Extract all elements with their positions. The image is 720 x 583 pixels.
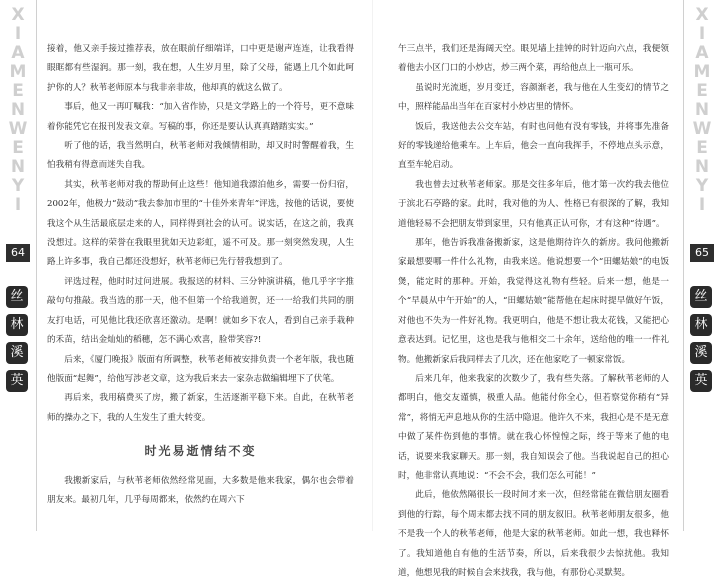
side-title-letter: N <box>10 157 26 177</box>
side-title-letter: Y <box>11 176 25 196</box>
stamp-char: 丝 <box>690 286 712 308</box>
paragraph: 再后来，我用稿费买了房，搬了新家，生活逐渐平稳下来。自此，在秋苇老师的操办之下，我的人生发生了重大转变。 <box>47 393 354 423</box>
stamp-char: 林 <box>690 314 712 336</box>
stamp-column-right <box>690 286 714 398</box>
stamp-char: 英 <box>6 370 28 392</box>
left-page-text <box>47 40 354 510</box>
paragraph: 后来几年，他来我家的次数少了，我有些失落。了解秋苇老师的人都明白，他交友谨慎，极重人品。他能付你全心，但若察觉你稍有“异常”，将悄无声息地从你的生活中隐退。他许久不来，我担心是不是无意中做了某件伤到他的事情。就在我心怀惶惶之际，终于等来了他的电话，说要来我家聊天。那一刻，我自知误会了他。当我说起自己的担心时，他非常认真地说：“不会不会，我们怎么可能！” <box>398 373 669 481</box>
stamp-char: 英 <box>690 370 712 392</box>
side-title-letter: E <box>696 138 708 158</box>
paragraph: 那年，他告诉我准备搬新家，这是他期待许久的新房。我问他搬新家最想要哪一件什么礼物，由我来送。他说想要一个“田螺姑娘”的电饭煲，能定时的那种。开始，我觉得这礼物有些轻。后来一想，他是一个“早晨从中午开始”的人，“田螺姑娘”能帮他在起床时提早做好午饭，对他也不失为一件好礼物。我更明白，他是不想让我太花钱，又能把心意表达到。记忆里，这也是我与他相交二十余年，送给他的唯一一件礼物。他搬新家后我同样去了几次，还在他家吃了一顿家常饭。 <box>398 238 669 365</box>
side-title-letter: W <box>8 119 28 139</box>
stamp-char: 溪 <box>6 342 28 364</box>
paragraph: 我搬新家后，与秋苇老师依然经常见面，大多数是他来我家，偶尔也会带着朋友来。最初几年，几乎每周都来，依然约在周六下 <box>47 475 354 505</box>
paragraph: 听了他的话，我当然明白，秋苇老师对我倾情相助，却又时时警醒着我，生怕我稍有得意而迷失自我。 <box>47 141 354 171</box>
page-number-left: 64 <box>6 244 30 262</box>
side-title-letter: N <box>694 100 710 120</box>
side-title-letter: Y <box>695 176 709 196</box>
gutter <box>372 0 373 531</box>
side-title-left <box>0 6 36 215</box>
side-title-letter: I <box>14 195 22 215</box>
side-title-letter: A <box>695 43 709 63</box>
stamp-char: 溪 <box>690 342 712 364</box>
right-page-text <box>398 40 669 583</box>
stamp-column-left <box>6 286 30 398</box>
side-title-letter: E <box>12 81 24 101</box>
paragraph: 事后，他又一再叮嘱我：“加入省作协，只是文学路上的一个符号，更不意味着你能凭它在报刊发表文章。写稿的事，你还是要认认真真踏踏实实。” <box>47 102 354 132</box>
side-title-letter: I <box>698 195 706 215</box>
paragraph: 此后，他依然隔很长一段时间才来一次，但经常能在微信朋友圈看到他的行踪，每个周末都去找不同的朋友叙旧。秋苇老师朋友很多，他不是我一个人的秋苇老师，他是大家的秋苇老师。如此一想，我也释怀了。我知道他自有他的生活节奏，所以，后来我很少去惊扰他。我知道，他想见我的时候自会来找我，我与他，有那份心灵默契。 <box>398 490 669 578</box>
paragraph: 后来，《厦门晚报》版面有所调整，秋苇老师被安排负责一个老年版，我也随他版面“起舞”，给他写涉老文章，这为我后来去一家杂志做编辑埋下了伏笔。 <box>47 354 354 384</box>
side-title-letter: I <box>698 24 706 44</box>
paragraph: 其实，秋苇老师对我的帮助何止这些！他知道我漂泊他乡，需要一份归宿，2002年，他极力“鼓动”我去参加市里的“十佳外来青年”评选，按他的话说，要使我这个从生活最底层走来的人，同样得到社会的认可。说实话，在这之前，我真没想过。这样的荣誉在我眼里犹如天边彩虹，遥不可及。那一刻突然发现，人生路上许多事，我自己都还没想好，秋苇老师已先行替我想到了。 <box>47 179 354 268</box>
side-title-letter: N <box>694 157 710 177</box>
side-title-letter: X <box>11 5 25 25</box>
paragraph: 评选过程，他时时过问进展。我报送的材料、三分钟演讲稿，他几乎字字推敲句句推敲。我当选的那一天，他不但第一个给我道贺，还一一给我们共同的朋友打电话，可见他比我还欣喜还激动。是啊！就如乡下农人，看到自己亲手栽种的禾苗，结出金灿灿的稻穗，怎不满心欢喜，脸带笑容?! <box>47 276 354 346</box>
paragraph: 接着，他又亲手接过推荐表，放在眼前仔细端详，口中更是谢声连连，让我看得眼眶都有些湿润。那一刻，我在想，人生岁月里，除了父母，能遇上几个如此呵护你的人？秋苇老师原本与我非亲非故，他却真的就这么做了。 <box>47 44 354 93</box>
side-title-letter: W <box>692 119 712 139</box>
page-number-right: 65 <box>690 244 714 262</box>
paragraph: 我也曾去过秋苇老师家。那是交往多年后，他才第一次约我去他位于滨北石亭路的家。此时，我对他的为人、性格已有很深的了解，我知道他轻易不会把朋友带到家里，只有他真正认可你，才有这种“待遇”。 <box>398 179 669 229</box>
paragraph: 饭后，我送他去公交车站，有时也问他有没有零钱，并将事先准备好的零钱递给他乘车。上车后，他会一直向我挥手，不停地点头示意，直至车轮启动。 <box>398 121 669 171</box>
stamp-char: 丝 <box>6 286 28 308</box>
side-title-letter: M <box>693 62 711 82</box>
right-side-band <box>683 0 720 531</box>
side-title-letter: I <box>14 24 22 44</box>
stamp-char: 林 <box>6 314 28 336</box>
side-title-letter: E <box>696 81 708 101</box>
side-title-letter: M <box>9 62 27 82</box>
side-title-letter: A <box>11 43 25 63</box>
side-title-letter: X <box>695 5 709 25</box>
section-heading: 时光易逝情结不变 <box>144 444 257 459</box>
paragraph: 午三点半，我们还是海阔天空。眼见墙上挂钟的时针迈向六点，我便领着他去小区门口的小炒店，炒三两个菜，再给他点上一瓶可乐。 <box>398 44 669 74</box>
side-title-right <box>684 6 720 215</box>
left-side-band <box>0 0 37 531</box>
side-title-letter: E <box>12 138 24 158</box>
side-title-letter: N <box>10 100 26 120</box>
paragraph: 虽说时光流逝，岁月变迁，容颜渐老，我与他在人生变幻的情节之中，照样能品出当年在百家村小炒店里的情怀。 <box>398 82 669 113</box>
